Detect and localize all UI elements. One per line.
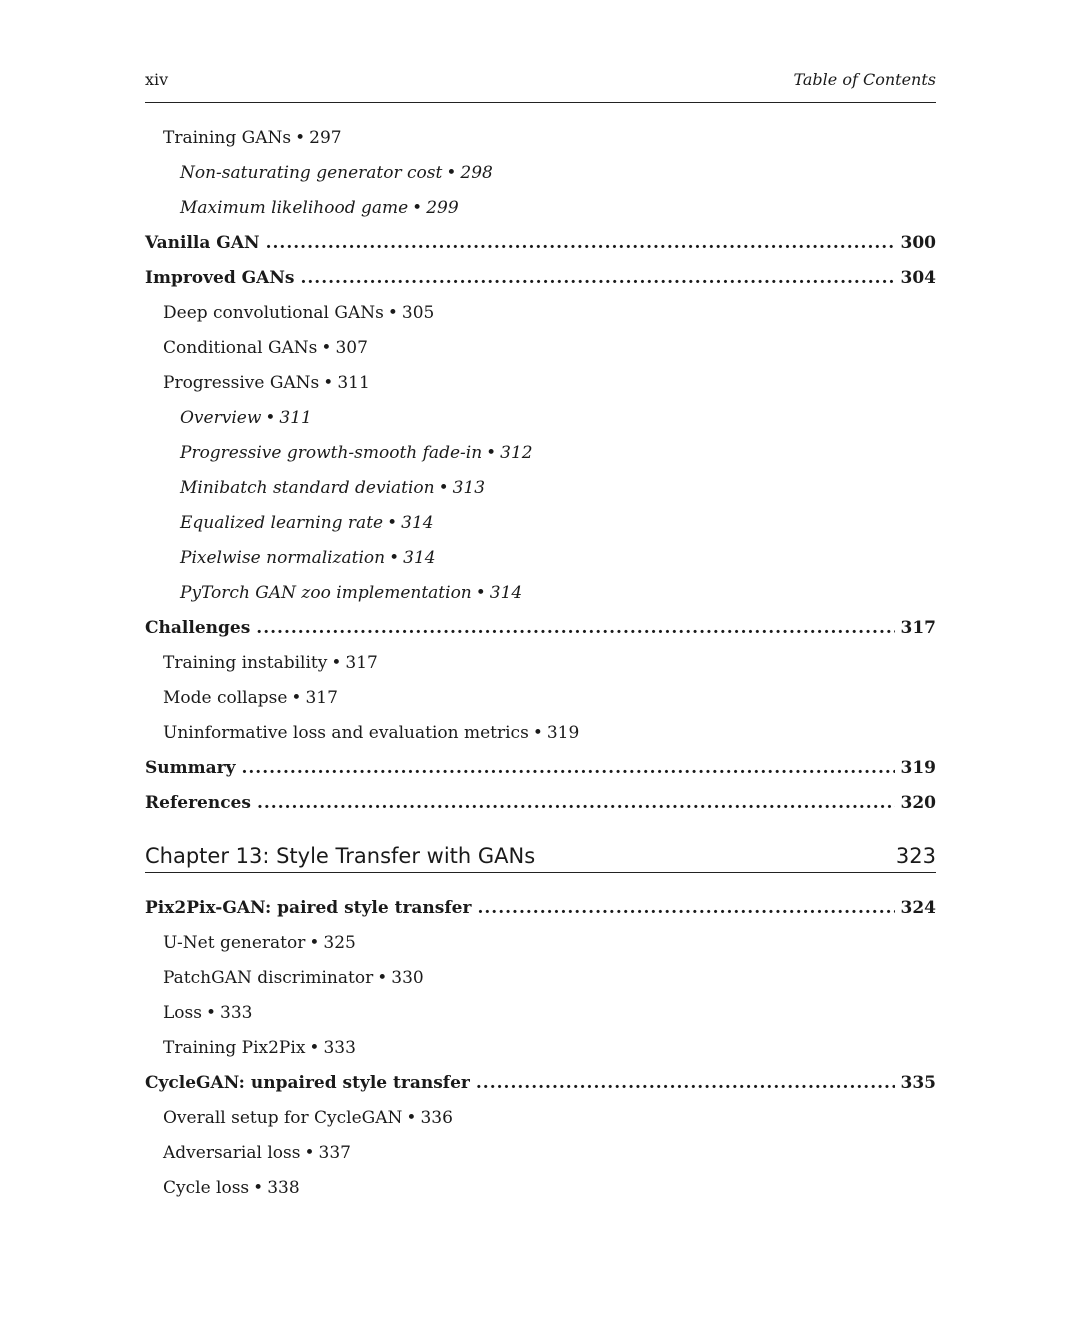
bullet-separator: • (412, 198, 423, 218)
entry-title: Cycle loss (163, 1178, 250, 1198)
toc-section-entry[interactable] (145, 751, 936, 786)
entry-title: Mode collapse (163, 688, 288, 708)
bullet-separator: • (486, 443, 497, 463)
toc-section-entry[interactable] (145, 261, 936, 296)
entry-page-number: 338 (267, 1178, 300, 1198)
entry-page-number: 330 (391, 968, 424, 988)
toc-subsection-entry[interactable] (145, 1101, 936, 1136)
entry-title: U-Net generator (163, 933, 306, 953)
entry-page-number: 317 (345, 653, 378, 673)
entry-page-number: 313 (452, 478, 486, 498)
entry-page-number: 319 (900, 758, 936, 778)
toc-subsubsection-entry[interactable] (145, 541, 936, 576)
toc-section-entry[interactable] (145, 1066, 936, 1101)
toc-subsubsection-entry[interactable] (145, 436, 936, 471)
toc-subsection-entry[interactable] (145, 961, 936, 996)
entry-title: Challenges (145, 618, 251, 638)
entry-page-number: 319 (546, 723, 580, 743)
toc-section-entry[interactable] (145, 226, 936, 261)
toc-subsection-entry[interactable] (145, 1031, 936, 1066)
entry-page-number: 333 (323, 1038, 356, 1058)
bullet-separator: • (291, 688, 302, 708)
bullet-separator: • (265, 408, 276, 428)
bullet-separator: • (331, 653, 342, 673)
toc-subsubsection-entry[interactable] (145, 401, 936, 436)
entry-page-number: 317 (305, 688, 338, 708)
entry-title: Equalized learning rate (180, 513, 384, 533)
dot-leader (256, 611, 894, 646)
bullet-separator: • (475, 583, 486, 603)
entry-title: Loss (163, 1003, 202, 1023)
toc-subsection-entry[interactable] (145, 646, 936, 681)
page-header (145, 70, 936, 103)
entry-page-number: 336 (420, 1108, 453, 1128)
dot-leader (477, 891, 894, 926)
bullet-separator: • (205, 1003, 217, 1023)
bullet-separator: • (309, 933, 320, 953)
toc-subsection-entry[interactable] (145, 1171, 936, 1206)
entry-page-number: 314 (489, 583, 523, 603)
toc-subsection-entry[interactable] (145, 331, 936, 366)
toc-section-entry[interactable] (145, 611, 936, 646)
toc-subsubsection-entry[interactable] (145, 471, 936, 506)
entry-title: Training Pix2Pix (163, 1038, 306, 1058)
entry-title: Non-saturating generator cost (180, 163, 443, 183)
toc-subsection-entry[interactable] (145, 681, 936, 716)
entry-page-number: 305 (401, 303, 435, 323)
entry-title: Overview (180, 408, 262, 428)
entry-title: Improved GANs (145, 268, 295, 288)
toc-section-entry[interactable] (145, 891, 936, 926)
toc-subsection-entry[interactable] (145, 996, 936, 1031)
entry-title: Conditional GANs (163, 338, 318, 358)
bullet-separator: • (304, 1143, 315, 1163)
entry-page-number: 314 (401, 513, 434, 533)
entry-page-number: 314 (403, 548, 436, 568)
bullet-separator: • (406, 1108, 417, 1128)
bullet-separator: • (253, 1178, 264, 1198)
bullet-separator: • (387, 513, 398, 533)
section-label: Table of Contents (793, 70, 936, 89)
bullet-separator: • (295, 128, 306, 148)
entry-page-number: 300 (900, 233, 936, 253)
entry-page-number: 335 (900, 1073, 936, 1093)
entry-page-number: 304 (900, 268, 936, 288)
entry-page-number: 298 (460, 163, 493, 183)
bullet-separator: • (321, 338, 332, 358)
entry-page-number: 324 (900, 898, 936, 918)
toc-chapter-heading[interactable] (145, 821, 936, 891)
entry-page-number: 311 (279, 408, 312, 428)
entry-title: Summary (145, 758, 236, 778)
toc-subsection-entry[interactable] (145, 366, 936, 401)
toc-subsubsection-entry[interactable] (145, 156, 936, 191)
entry-title: Progressive growth-smooth fade-in (180, 443, 483, 463)
entry-page-number: 312 (500, 443, 533, 463)
dot-leader (257, 786, 895, 821)
toc-subsection-entry[interactable] (145, 716, 936, 751)
bullet-separator: • (387, 303, 398, 323)
entry-title: Overall setup for CycleGAN (163, 1108, 403, 1128)
toc-subsection-entry[interactable] (145, 926, 936, 961)
page-number-label: xiv (145, 70, 169, 89)
bullet-separator: • (377, 968, 388, 988)
toc-subsubsection-entry[interactable] (145, 191, 936, 226)
entry-page-number: 325 (323, 933, 356, 953)
entry-page-number: 307 (335, 338, 368, 358)
entry-title: Vanilla GAN (145, 233, 260, 253)
entry-title: PyTorch GAN zoo implementation (180, 583, 472, 603)
entry-title: Uninformative loss and evaluation metrics (163, 723, 529, 743)
entry-page-number: 333 (220, 1003, 253, 1023)
entry-title: Progressive GANs (163, 373, 320, 393)
entry-title: Pix2Pix-GAN: paired style transfer (145, 898, 472, 918)
entry-page-number: 320 (900, 793, 936, 813)
toc-subsection-entry[interactable] (145, 1136, 936, 1171)
entry-title: CycleGAN: unpaired style transfer (145, 1073, 470, 1093)
entry-title: Training instability (163, 653, 328, 673)
toc-entries (145, 121, 936, 1206)
entry-page-number: 337 (318, 1143, 351, 1163)
entry-title: References (145, 793, 251, 813)
dot-leader (476, 1066, 895, 1101)
dot-leader (300, 261, 894, 296)
entry-title: Minibatch standard deviation (180, 478, 435, 498)
toc-section-entry[interactable] (145, 786, 936, 821)
entry-title: PatchGAN discriminator (163, 968, 374, 988)
entry-title: Adversarial loss (163, 1143, 301, 1163)
bullet-separator: • (389, 548, 400, 568)
bullet-separator: • (446, 163, 457, 183)
entry-title: Pixelwise normalization (180, 548, 386, 568)
toc-subsubsection-entry[interactable] (145, 576, 936, 611)
entry-page-number: 317 (900, 618, 936, 638)
entry-page-number: 297 (309, 128, 342, 148)
toc-subsection-entry[interactable] (145, 296, 936, 331)
dot-leader (266, 226, 895, 261)
chapter-page-number: 323 (895, 843, 936, 868)
chapter-title: Chapter 13: Style Transfer with GANs (145, 843, 536, 868)
entry-title: Training GANs (163, 128, 292, 148)
bullet-separator: • (438, 478, 449, 498)
bullet-separator: • (323, 373, 334, 393)
toc-subsection-entry[interactable] (145, 121, 936, 156)
entry-title: Deep convolutional GANs (163, 303, 384, 323)
entry-page-number: 311 (337, 373, 370, 393)
bullet-separator: • (309, 1038, 320, 1058)
entry-page-number: 299 (426, 198, 459, 218)
toc-subsubsection-entry[interactable] (145, 506, 936, 541)
bullet-separator: • (532, 723, 543, 743)
entry-title: Maximum likelihood game (180, 198, 409, 218)
dot-leader (241, 751, 894, 786)
